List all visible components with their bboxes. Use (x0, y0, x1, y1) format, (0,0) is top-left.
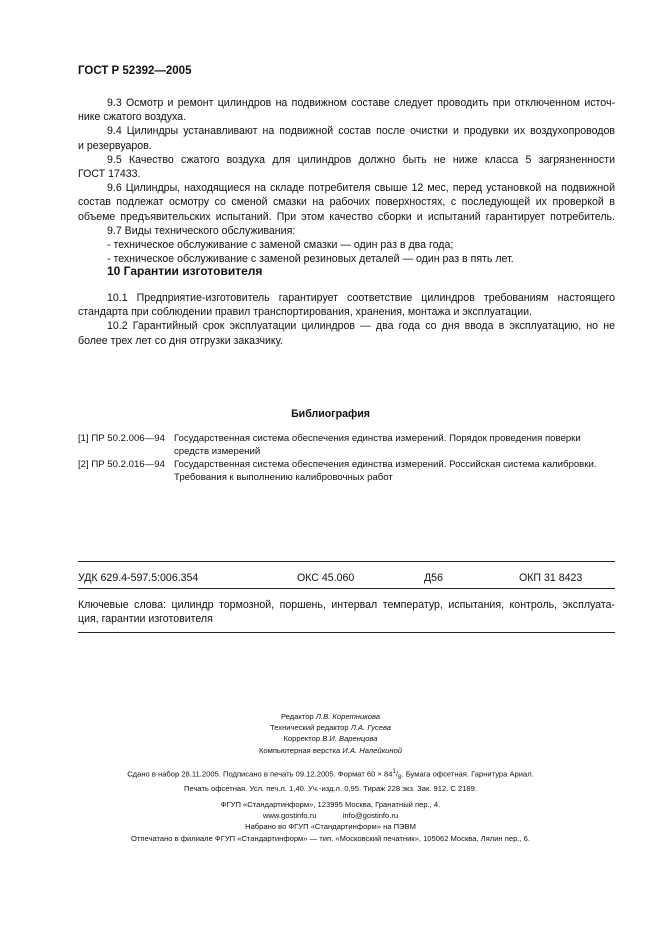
editor-label: Редактор (280, 712, 314, 721)
publisher-address: ФГУП «Стандартинформ», 123995 Москва, Гранатный пер., 4. (220, 800, 441, 809)
layout-label: Компьютерная верстка (258, 745, 341, 755)
section-10-title: 10 Гарантии изготовителя (107, 264, 263, 278)
print-line-1-part: Сдано в набор 28.11.2005. Подписано в печать 09.12.2005. Формат 60 × 84 (127, 769, 393, 779)
print-line-2: Печать офсетная. Усл. печ.л. 1,40. Уч.-изд.л. 0,95. Тираж 228 экз. Зак. 912. С 2189. (184, 784, 477, 794)
publisher-site: www.gostinfo.ru (262, 811, 317, 821)
paragraph-9-5-line1: 9.5 Качество сжатого воздуха для цилиндров должно быть не ниже класса 5 загрязненности (107, 153, 615, 166)
paragraph-9-6-line3: объеме предъявительских испытаний. При этом качество сборки и испытаний гарантирует потребитель. (78, 210, 615, 223)
paragraph-9-5-line2: ГОСТ 17433. (78, 168, 141, 181)
editor-line (0, 711, 661, 722)
bibliography-number: [1] ПР 50.2.006—94 (78, 433, 165, 444)
document-code: ГОСТ Р 52392—2005 (78, 65, 192, 77)
publisher-contacts (0, 810, 661, 821)
paragraph-9-6-line1: 9.6 Цилиндры, находящиеся на складе потребителя свыше 12 мес, перед установкой на подвижной (107, 182, 615, 195)
section-9-text (78, 96, 615, 266)
fraction-slash: / (395, 769, 398, 779)
fraction-numerator: 1 (392, 769, 396, 775)
bottom-divider (78, 632, 615, 633)
print-line-1 (0, 767, 661, 783)
keywords-line1: Ключевые слова: цилиндр тормозной, поршень, интервал температур, испытания, контроль, эксплуата- (78, 599, 615, 611)
imprint-credits (0, 711, 661, 756)
paragraph-10-1-line1: 10.1 Предприятие-изготовитель гарантирует соответствие цилиндров требованиям настоящего (107, 292, 615, 304)
udk-code: УДК 629.4-597.5:006.354 (78, 572, 199, 584)
paragraph-9-3-line1: 9.3 Осмотр и ремонт цилиндров на подвижном составе следует проводить при отключенном источ- (107, 97, 615, 109)
section-10-text (78, 291, 615, 348)
tech-editor-line (0, 722, 661, 733)
print-line-1-end: . Бумага офсетная. Гарнитура Ариал. (401, 769, 534, 779)
paragraph-9-3-line2: нике сжатого воздуха. (78, 111, 187, 124)
keywords (78, 598, 615, 626)
paragraph-9-4-line1: 9.4 Цилиндры устанавливают на подвижной состав после очистки и продувки их воздухопроводов (107, 125, 615, 138)
corrector-line (0, 733, 661, 744)
printed-info: Отпечатано в филиале ФГУП «Стандартинформ» — тип. «Московский печатник», 105062 Москва, Лялин пер., 6. (131, 833, 530, 843)
bibliography-item (78, 433, 618, 458)
keywords-line2: ция, гарантии изготовителя (78, 613, 213, 626)
top-divider (78, 561, 615, 562)
paragraph-9-7-item1: - техническое обслуживание с заменой смазки — один раз в два года; (107, 239, 454, 252)
bibliography-title: Библиография (291, 408, 370, 420)
okp-code: ОКП 31 8423 (519, 572, 583, 584)
tech-editor-label: Технический редактор (270, 723, 349, 733)
bibliography-item (78, 459, 618, 484)
middle-divider (78, 588, 615, 589)
typeset-info: Набрано во ФГУП «Стандартинформ» на ПЭВМ (245, 822, 416, 832)
editor-name: Л.В. Коретникова (315, 712, 381, 721)
bibliography-text-line1: Государственная система обеспечения единства измерений. Порядок проведения поверки (174, 433, 581, 444)
fraction-denominator: 8 (397, 774, 402, 782)
layout-name: И.А. Налейкиной (342, 745, 403, 755)
corrector-label: Корректор (283, 734, 321, 744)
d-code: Д56 (424, 572, 443, 584)
paragraph-9-6-line2: состав подлежат осмотру со сменой смазки на рабочих поверхностях, с последующей их проверкой в (78, 196, 615, 209)
paragraph-10-2-line1: 10.2 Гарантийный срок эксплуатации цилиндров — два года со дня ввода в эксплуатацию, но не (107, 320, 615, 333)
paragraph-9-7-line1: 9.7 Виды технического обслуживания: (107, 224, 296, 237)
bibliography-number: [2] ПР 50.2.016—94 (78, 459, 165, 470)
paragraph-9-7-item2: - техническое обслуживание с заменой резиновых деталей — один раз в пять лет. (107, 253, 514, 266)
publisher-email: info@gostinfo.ru (342, 811, 399, 821)
paragraph-10-1-line2: стандарта при соблюдении правил транспортирования, хранения, монтажа и эксплуатации. (78, 306, 532, 319)
imprint-print-data (0, 767, 661, 794)
bibliography-text-line2: Требования к выполнению калибровочных работ (174, 471, 393, 483)
tech-editor-name: Л.А. Гусева (350, 723, 391, 733)
paragraph-10-2-line2: более трех лет со дня отгрузки заказчику. (78, 334, 283, 347)
bibliography-text-line2: средств измерений (174, 445, 261, 457)
corrector-name: В.И. Варенцова (322, 734, 378, 744)
oks-code: ОКС 45.060 (297, 572, 355, 584)
layout-line (0, 745, 661, 756)
bibliography-text-line1: Государственная система обеспечения единства измерений. Российская система калибровки. (174, 459, 597, 470)
imprint-publisher (0, 799, 661, 844)
paragraph-9-4-line2: и резервуаров. (78, 139, 152, 152)
